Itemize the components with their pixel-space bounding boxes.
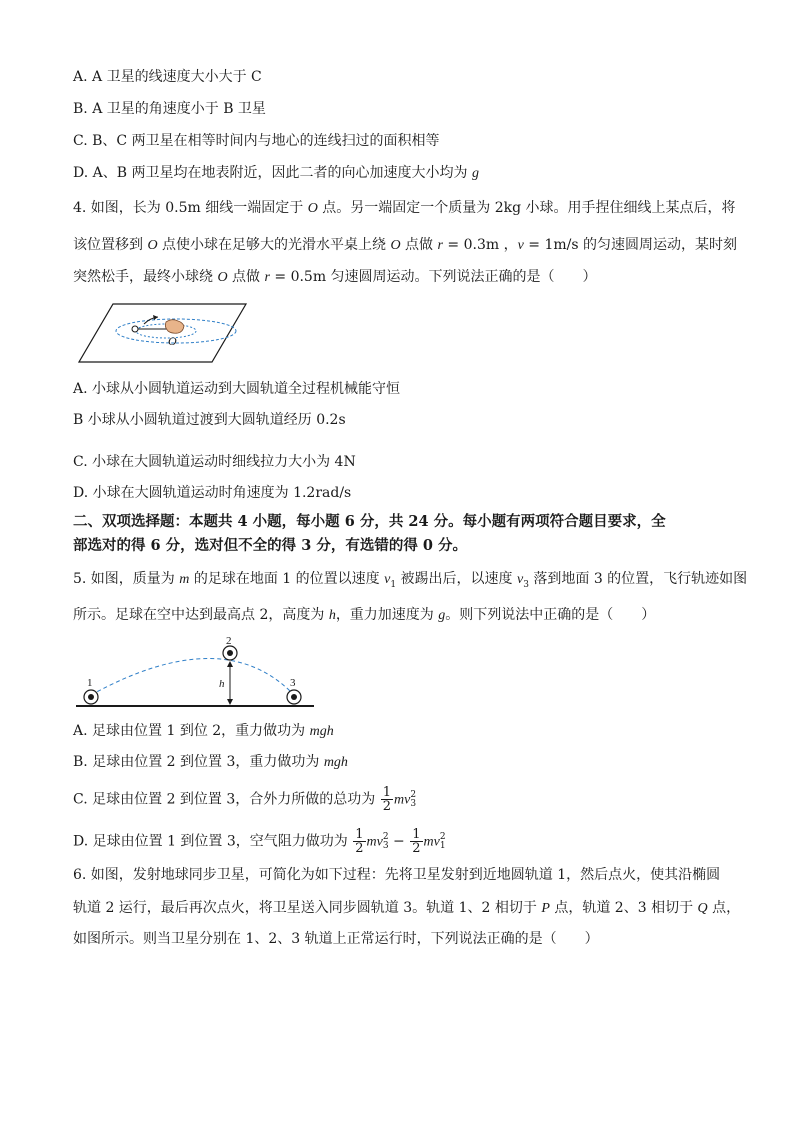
q3-option-b: B. A 卫星的角速度小于 B 卫星 xyxy=(73,101,266,117)
q5-option-d: D. 足球由位置 1 到位置 3，空气阻力做功为 $\frac{1}{2}$ mv 2 3 − $\frac{1}{2}$ mv 2 1 xyxy=(73,827,446,856)
label-3: 3 xyxy=(290,677,296,689)
q5-stem-line2: 所示。足球在空中达到最高点 2，高度为 h，重力加速度为 g。则下列说法中正确的是（ ） xyxy=(73,607,656,623)
q5-figure-trajectory xyxy=(74,632,324,712)
q5-option-b: B. 足球由位置 2 到位置 3，重力做功为 mgh xyxy=(73,754,348,770)
label-1: 1 xyxy=(87,677,93,689)
table-surface xyxy=(79,304,246,362)
fraction-half: $\frac{1}{2}$ xyxy=(382,785,392,814)
section2-header-line1: 二、双项选择题：本题共 4 小题，每小题 6 分，共 24 分。每小题有两项符合题目要求，全 xyxy=(73,513,666,530)
q4-stem-line2: 该位置移到 O 点使小球在足够大的光滑水平桌上绕 O 点做 r = 0.3m ，v = 1m/s 的匀速圆周运动，某时刻 xyxy=(73,237,737,253)
q5-stem-line1: 5. 如图，质量为 m 的足球在地面 1 的位置以速度 $v_1$ 被踢出后，以速度 $v_3$ 落到地面 3 的位置，飞行轨迹如图 xyxy=(73,571,748,590)
hand-icon xyxy=(165,320,184,334)
label-2: 2 xyxy=(226,635,232,647)
q4-option-d: D. 小球在大圆轨道运动时角速度为 1.2rad/s xyxy=(73,485,352,501)
q4-stem-line3: 突然松手，最终小球绕 O 点做 r = 0.5m 匀速圆周运动。下列说法正确的是（ ） xyxy=(73,269,597,285)
q5-option-a: A. 足球由位置 1 到位 2，重力做功为 mgh xyxy=(73,723,334,739)
q4-stem-line1: 4. 如图，长为 0.5m 细线一端固定于 O 点。另一端固定一个质量为 2kg 小球。用手捏住细线上某点后，将 xyxy=(73,200,736,216)
q5-option-c: C. 足球由位置 2 到位置 3，合外力所做的总功为 $\frac{1}{2}$ mv 2 3 xyxy=(73,785,417,814)
q4-option-b: B 小球从小圆轨道过渡到大圆轨道经历 0.2s xyxy=(73,412,346,428)
ball-position-3 xyxy=(287,690,301,704)
fraction-half: $\frac{1}{2}$ xyxy=(412,827,421,856)
q6-stem-line1: 6. 如图，发射地球同步卫星，可简化为如下过程：先将卫星发射到近地圆轨道 1，然后点火，使其沿椭圆 xyxy=(73,867,721,883)
trajectory-path xyxy=(91,659,294,696)
q4-option-a: A. 小球从小圆轨道运动到大圆轨道全过程机械能守恒 xyxy=(73,381,401,397)
ball-position-2 xyxy=(223,646,237,660)
q3-option-d: D. A、B 两卫星均在地表附近，因此二者的向心加速度大小均为 g xyxy=(73,165,479,181)
q3-option-c: C. B、C 两卫星在相等时间内与地心的连线扫过的面积相等 xyxy=(73,133,440,149)
q4-option-c: C. 小球在大圆轨道运动时细线拉力大小为 4N xyxy=(73,454,356,470)
ball-position-1 xyxy=(84,690,98,704)
fraction-half: $\frac{1}{2}$ xyxy=(355,827,364,856)
q4-figure-table-orbit xyxy=(78,302,248,364)
section2-header-line2: 部选对的得 6 分，选对但不全的得 3 分，有选错的得 0 分。 xyxy=(73,537,468,554)
q6-stem-line2: 轨道 2 运行，最后再次点火，将卫星送入同步圆轨道 3。轨道 1、2 相切于 P 点，轨道 2、3 相切于 Q 点， xyxy=(73,900,741,916)
ball xyxy=(132,326,138,332)
label-h: h xyxy=(219,678,225,690)
q6-stem-line3: 如图所示。则当卫星分别在 1、2、3 轨道上正常运行时，下列说法正确的是（ ） xyxy=(73,931,599,947)
fig-label-O: O xyxy=(168,334,177,348)
q3-option-a: A. A 卫星的线速度大小大于 C xyxy=(73,69,262,85)
